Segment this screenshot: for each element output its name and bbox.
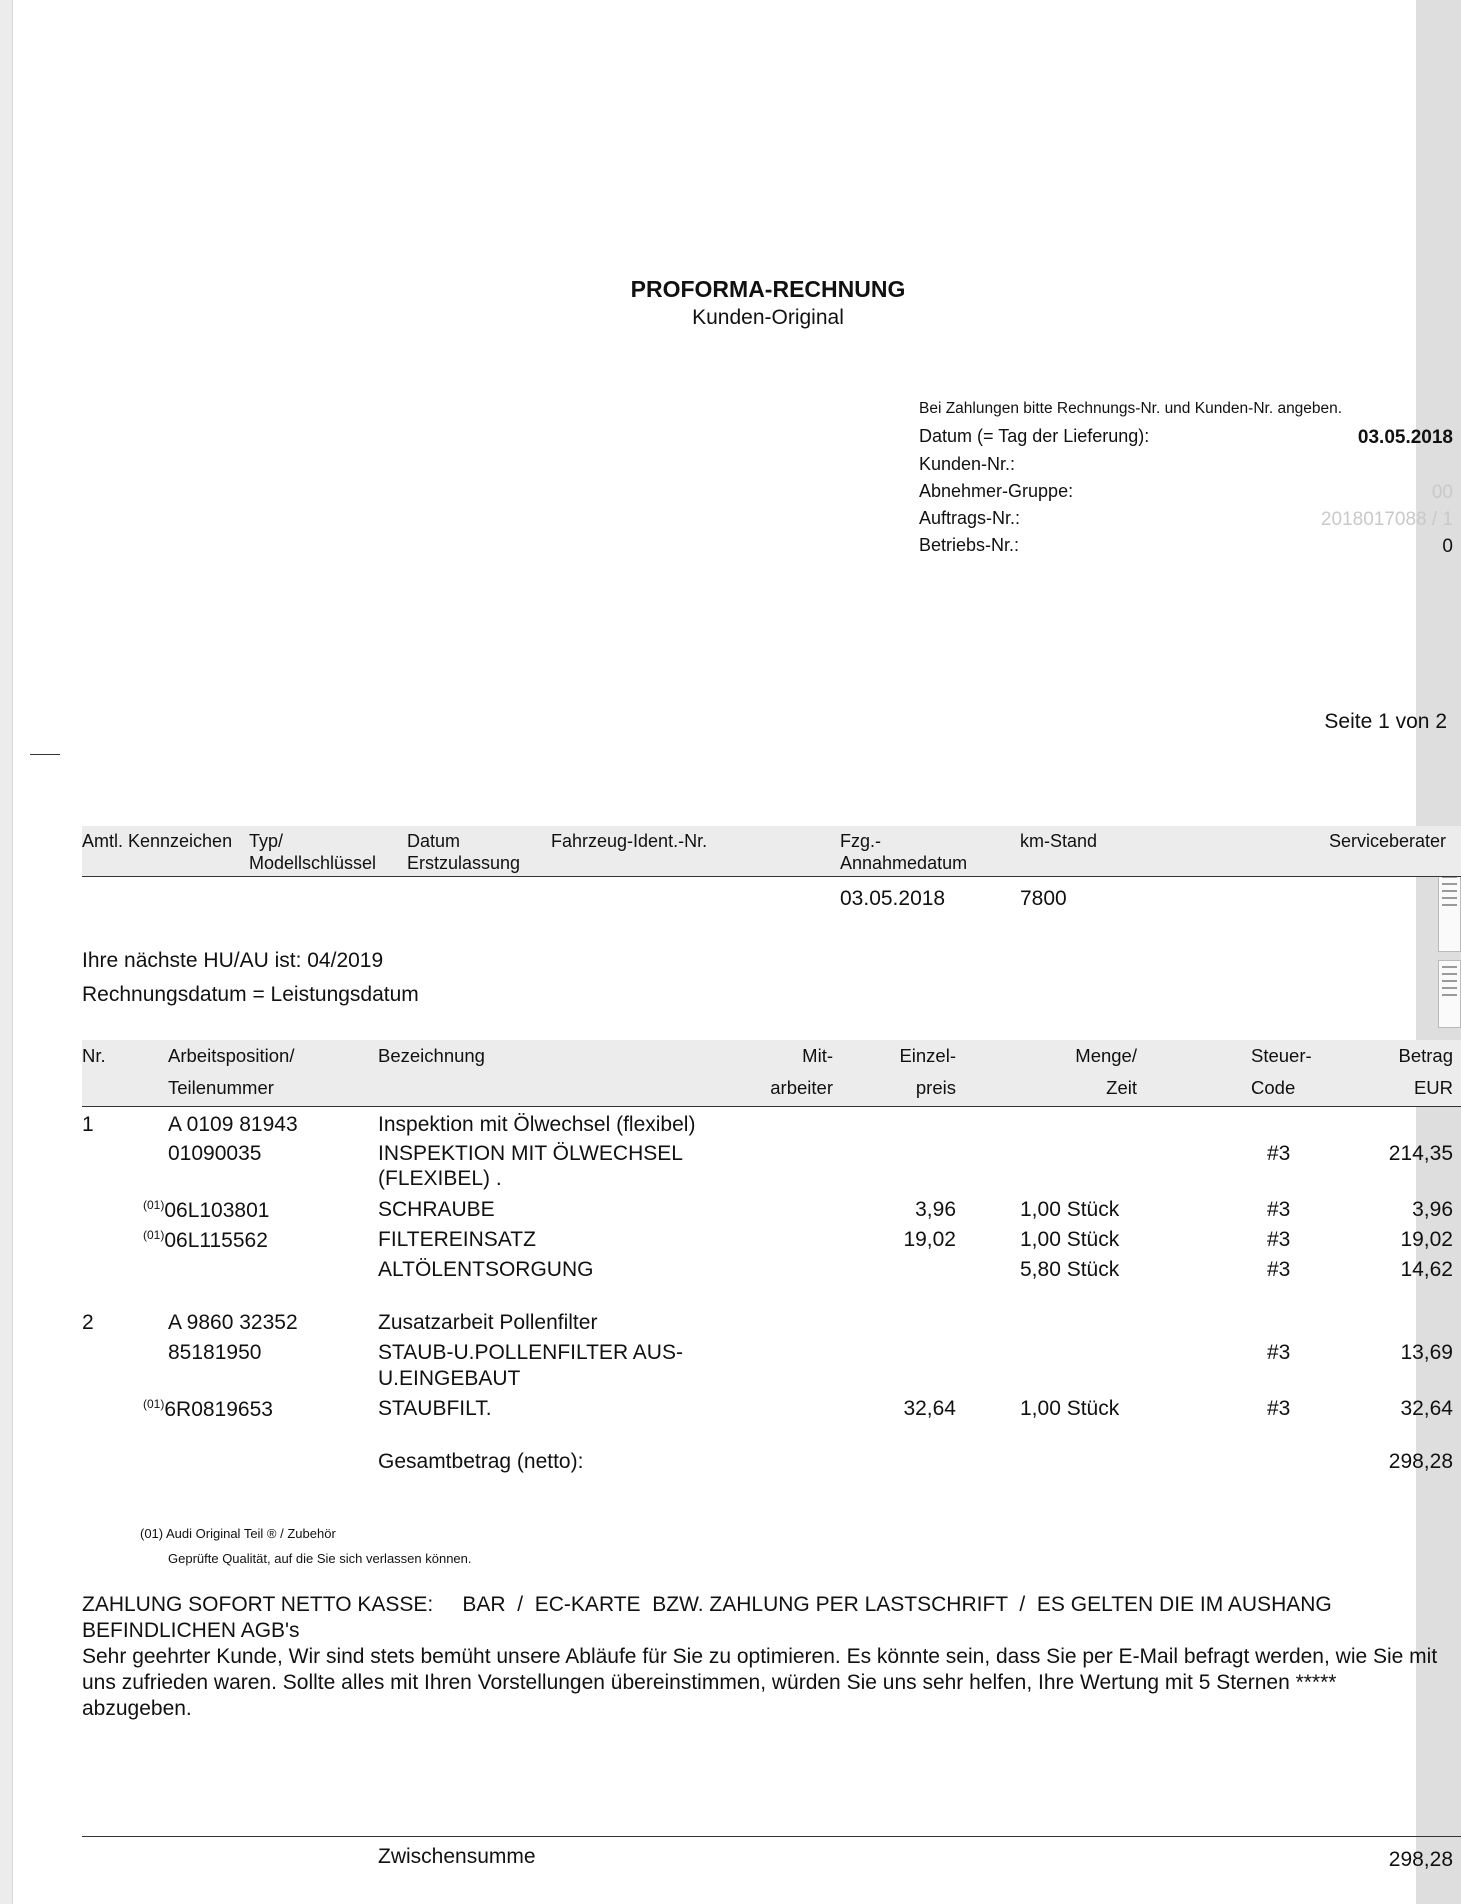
auftrags-nr-label: Auftrags-Nr.: xyxy=(919,508,1021,528)
vehicle-header-km: km-Stand xyxy=(1020,831,1098,851)
col-header-nr: Nr. xyxy=(82,1045,106,1066)
page-thumbnail-2[interactable] xyxy=(1438,960,1461,1028)
row-7-steuercode: #3 xyxy=(1267,1341,1291,1364)
footnote-quality: Geprüfte Qualität, auf die Sie sich verlassen können. xyxy=(168,1551,472,1566)
row-3-teilenummer: $^{(01)}$06L103801 xyxy=(143,1198,270,1222)
subtotal-value: 298,28 xyxy=(1388,1848,1453,1871)
col-header-einzelpreis-1: Einzel- xyxy=(899,1045,956,1066)
row-7-bezeichnung-cont: U.EINGEBAUT xyxy=(378,1367,521,1390)
row-4-bezeichnung: FILTEREINSATZ xyxy=(378,1228,536,1251)
row-5-steuercode: #3 xyxy=(1267,1258,1291,1281)
col-header-betrag-1: Betrag xyxy=(1398,1045,1453,1066)
document-title: PROFORMA-RECHNUNG xyxy=(630,276,906,302)
row-4-einzelpreis: 19,02 xyxy=(903,1228,956,1251)
row-2-betrag: 214,35 xyxy=(1388,1142,1453,1165)
datum-value: 03.05.2018 xyxy=(1357,427,1453,448)
row-8-einzelpreis: 32,64 xyxy=(903,1397,956,1420)
row-7-betrag: 13,69 xyxy=(1400,1341,1453,1364)
row-7-position: 85181950 xyxy=(168,1341,262,1364)
row-3-bezeichnung: SCHRAUBE xyxy=(378,1198,495,1221)
col-header-mitarbeiter-2: arbeiter xyxy=(770,1077,833,1098)
vehicle-header-fin: Fahrzeug-Ident.-Nr. xyxy=(551,831,708,851)
customer-survey-text: Sehr geehrter Kunde, Wir sind stets bemüht unsere Abläufe für Sie zu optimieren. Es könnte sein, dass Sie per E-Mail befragt werden, wie Sie mit uns zufrieden waren. Sollte alles mit Ihren Vorstellungen übereinstimmen, würden Sie uns sehr helfen, Ihre Wertung mit 5 Sternen ***** abzugeben. xyxy=(82,1645,1438,1720)
col-header-mitarbeiter-1: Mit- xyxy=(802,1045,833,1066)
row-5-bezeichnung: ALTÖLENTSORGUNG xyxy=(378,1258,594,1281)
fold-mark xyxy=(30,754,60,755)
row-2-bezeichnung-cont: (FLEXIBEL) . xyxy=(378,1167,502,1190)
row-2-position: 01090035 xyxy=(168,1142,262,1165)
col-header-steuer-1: Steuer- xyxy=(1251,1045,1312,1066)
subtotal-rule xyxy=(82,1836,1461,1837)
row-7-bezeichnung: STAUB-U.POLLENFILTER AUS- xyxy=(378,1341,683,1364)
vehicle-header-fzg: Fzg.- xyxy=(840,831,882,851)
col-header-bezeichnung: Bezeichnung xyxy=(378,1045,485,1066)
payment-reference-hint: Bei Zahlungen bitte Rechnungs-Nr. und Kunden-Nr. angeben. xyxy=(919,400,1343,417)
vehicle-annahmedatum: 03.05.2018 xyxy=(840,887,946,910)
row-8-teilenummer: $^{(01)}$6R0819653 xyxy=(143,1397,273,1421)
col-header-menge-1: Menge/ xyxy=(1075,1045,1137,1066)
payment-terms xyxy=(82,1592,1452,1722)
row-8-menge: 1,00 Stück xyxy=(1020,1397,1120,1420)
col-header-betrag-2: EUR xyxy=(1413,1077,1453,1098)
row-3-menge: 1,00 Stück xyxy=(1020,1198,1120,1221)
col-header-menge-2: Zeit xyxy=(1106,1077,1137,1098)
row-4-steuercode: #3 xyxy=(1267,1228,1291,1251)
row-3-einzelpreis: 3,96 xyxy=(915,1198,956,1221)
page-number: Seite 1 von 2 xyxy=(1324,710,1447,733)
row-6-nr: 2 xyxy=(82,1311,94,1334)
col-header-teilenummer: Teilenummer xyxy=(168,1077,274,1098)
row-1-nr: 1 xyxy=(82,1113,94,1136)
items-header-rule xyxy=(82,1106,1461,1107)
abnehmer-gruppe-label: Abnehmer-Gruppe: xyxy=(919,481,1074,501)
document-subtitle: Kunden-Original xyxy=(692,306,844,329)
vehicle-header-serviceberater: Serviceberater xyxy=(1329,831,1447,851)
col-header-steuer-2: Code xyxy=(1251,1077,1296,1098)
col-header-arbeitsposition: Arbeitsposition/ xyxy=(168,1045,295,1066)
datum-label: Datum (= Tag der Lieferung): xyxy=(919,426,1150,446)
vehicle-header-erstzulassung: Erstzulassung xyxy=(407,853,521,873)
row-6-bezeichnung: Zusatzarbeit Pollenfilter xyxy=(378,1311,598,1334)
hu-au-note: Ihre nächste HU/AU ist: 04/2019 xyxy=(82,949,384,972)
row-6-position: A 9860 32352 xyxy=(168,1311,298,1334)
row-3-steuercode: #3 xyxy=(1267,1198,1291,1221)
row-8-bezeichnung: STAUBFILT. xyxy=(378,1397,492,1420)
row-1-position: A 0109 81943 xyxy=(168,1113,298,1136)
row-8-steuercode: #3 xyxy=(1267,1397,1291,1420)
betriebs-nr-label: Betriebs-Nr.: xyxy=(919,535,1020,555)
betriebs-nr-value: 0 xyxy=(1442,536,1453,557)
row-5-betrag: 14,62 xyxy=(1400,1258,1453,1281)
abnehmer-gruppe-value: 00 xyxy=(1431,482,1453,503)
row-4-teilenummer: $^{(01)}$06L115562 xyxy=(143,1228,268,1252)
vehicle-header-rule xyxy=(82,876,1461,877)
row-4-betrag: 19,02 xyxy=(1400,1228,1453,1251)
vehicle-header-kennzeichen: Amtl. Kennzeichen xyxy=(82,831,233,851)
row-8-betrag: 32,64 xyxy=(1400,1397,1453,1420)
total-value: 298,28 xyxy=(1388,1450,1453,1473)
row-2-steuercode: #3 xyxy=(1267,1142,1291,1165)
payment-terms-text: ZAHLUNG SOFORT NETTO KASSE: BAR / EC-KARTE BZW. ZAHLUNG PER LASTSCHRIFT / ES GELTEN DIE IM AUSHANG BEFINDLICHEN AGB's xyxy=(82,1593,1338,1642)
row-3-betrag: 3,96 xyxy=(1412,1198,1453,1221)
col-header-einzelpreis-2: preis xyxy=(915,1077,956,1098)
vehicle-header-modellschluessel: Modellschlüssel xyxy=(249,853,377,873)
rechnungsdatum-note: Rechnungsdatum = Leistungsdatum xyxy=(82,983,419,1006)
vehicle-km-stand: 7800 xyxy=(1020,887,1067,910)
row-5-menge: 5,80 Stück xyxy=(1020,1258,1120,1281)
row-1-bezeichnung: Inspektion mit Ölwechsel (flexibel) xyxy=(378,1113,696,1136)
vehicle-header-datum: Datum xyxy=(407,831,461,851)
vehicle-header-typ: Typ/ xyxy=(249,831,284,851)
auftrags-nr-value: 2018017088 / 1 xyxy=(1320,509,1453,530)
footnote-original-part: (01) Audi Original Teil ® / Zubehör xyxy=(140,1526,336,1541)
row-4-menge: 1,00 Stück xyxy=(1020,1228,1120,1251)
subtotal-label: Zwischensumme xyxy=(378,1845,536,1868)
vehicle-header-annahmedatum: Annahmedatum xyxy=(840,853,968,873)
kunden-nr-label: Kunden-Nr.: xyxy=(919,454,1016,474)
total-label: Gesamtbetrag (netto): xyxy=(378,1450,584,1473)
row-2-bezeichnung: INSPEKTION MIT ÖLWECHSEL xyxy=(378,1142,683,1165)
